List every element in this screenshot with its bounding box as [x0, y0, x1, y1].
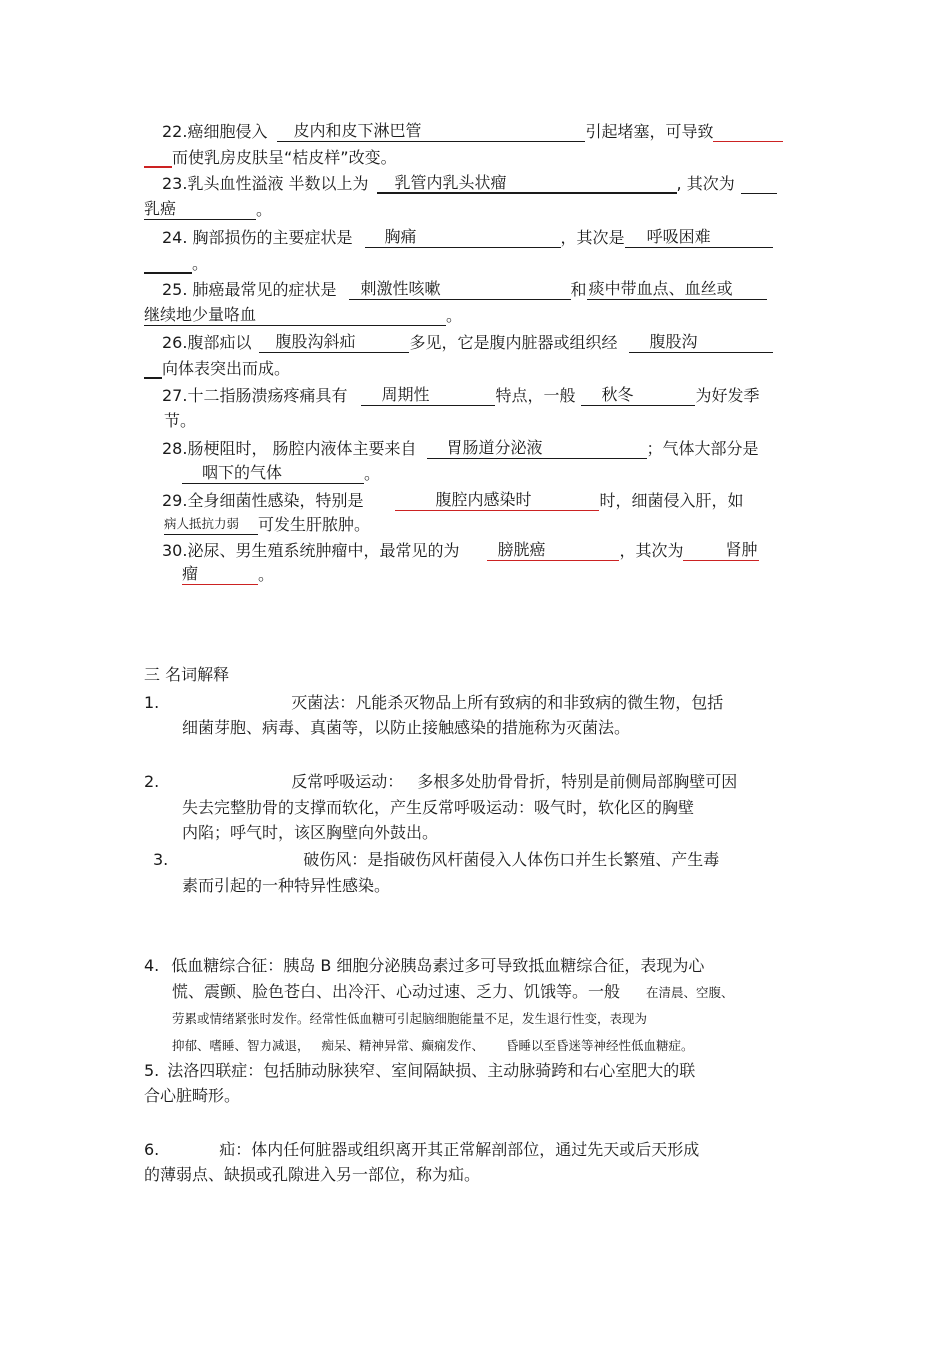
question-25-answer-2-cont [144, 305, 446, 326]
term-6-line2: 的薄弱点、缺损或孔隙进入另一部位，称为疝。 [144, 1165, 481, 1184]
question-27-line2 [164, 410, 196, 432]
question-26-answer-2 [629, 332, 773, 353]
question-26-prefix: 26.腹部疝以 [162, 333, 252, 352]
term-3-line2: 素而引起的一种特异性感染。 [182, 876, 391, 895]
term-2-title: 反常呼吸运动： [291, 772, 404, 791]
question-22-answer-1-text: 皮内和皮下淋巴管 [293, 121, 422, 140]
question-27-line1 [162, 385, 759, 407]
question-24-answer-2-blank-cont [144, 253, 192, 274]
question-30-answer-2-cont [182, 564, 258, 585]
question-27-answer-1 [361, 385, 495, 406]
question-27-answer-2 [581, 385, 695, 406]
question-26-answer-1 [259, 332, 409, 353]
question-25-prefix: 25. 肺癌最常见的症状是 [162, 280, 337, 299]
question-26-line1 [162, 332, 773, 354]
question-23-answer-1-text: 乳管内乳头状瘤 [394, 173, 507, 192]
question-23-answer-2 [144, 199, 256, 220]
question-24-answer-2 [625, 227, 773, 248]
question-26-mid: 多见，它是腹内脏器或组织经 [409, 333, 618, 352]
question-29-answer-2-text: 病人抵抗力弱 [164, 516, 240, 531]
question-28-line2 [182, 463, 380, 485]
term-3-line1 [153, 849, 719, 871]
term-4-line2-text: 慌、震颤、脸色苍白、出冷汗、心动过速、乏力、饥饿等。一般 [172, 982, 621, 1001]
term-2-text: 多根多处肋骨骨折，特别是前侧局部胸壁可因 [417, 772, 738, 791]
question-25-mid: 和 [570, 280, 587, 299]
question-27-answer-2-text: 秋冬 [601, 385, 634, 404]
term-1-line1 [144, 692, 723, 714]
term-1-line2: 细菌芽胞、病毒、真菌等，以防止接触感染的措施称为灭菌法。 [182, 718, 631, 737]
term-5-line1 [144, 1060, 695, 1082]
term-2-line3: 内陷；呼气时，该区胸壁向外鼓出。 [182, 823, 439, 842]
term-6-number: 6. [144, 1140, 160, 1159]
question-23-answer-2-blank [741, 173, 777, 194]
term-5-number: 5. [144, 1061, 160, 1080]
question-28-answer-2 [182, 463, 364, 484]
question-29-answer-2 [164, 514, 258, 535]
term-5-text: 法洛四联症：包括肺动脉狭窄、室间隔缺损、主动脉骑跨和右心室肥大的联 [167, 1061, 696, 1080]
question-25-answer-1-text: 刺激性咳嗽 [360, 279, 441, 298]
question-23-line1 [162, 173, 777, 195]
term-6-title: 疝： [219, 1140, 252, 1159]
question-22-answer-2-blank [713, 121, 783, 142]
question-30-answer-1-text: 膀胱癌 [497, 540, 546, 559]
term-4-line4-b: 痴呆、精神异常、癫痫发作、 [321, 1038, 485, 1053]
question-22-line1 [162, 121, 783, 143]
question-22-answer-1 [277, 121, 585, 142]
question-24-suffix: 。 [192, 254, 209, 273]
term-1-title: 灭菌法： [291, 693, 356, 712]
term-5-line2: 合心脏畸形。 [144, 1086, 241, 1105]
question-29-answer-1 [395, 490, 599, 511]
term-4-line2-small: 在清晨、空腹、 [646, 985, 734, 1000]
question-28-prefix: 28.肠梗阻时， 肠腔内液体主要来自 [162, 439, 417, 458]
question-25-line1 [162, 279, 767, 301]
term-4-line4-a: 抑郁、嗜睡、智力减退， [172, 1038, 310, 1053]
term-4-line3: 劳累或情绪紧张时发作。经常性低血糖可引起脑细胞能量不足，发生退行性变，表现为 [172, 1011, 648, 1026]
term-1-number: 1. [144, 693, 160, 712]
term-3-title: 破伤风： [303, 850, 368, 869]
term-4-line4-c: 昏睡以至昏迷等神经性低血糖症。 [506, 1038, 694, 1053]
question-24-line1 [162, 227, 773, 249]
question-22-suffix: 而使乳房皮肤呈“桔皮样”改变。 [172, 148, 397, 167]
question-29-mid: 时，细菌侵入肝，如 [599, 491, 744, 510]
question-25-line2 [144, 305, 462, 327]
question-22-prefix: 22.癌细胞侵入 [162, 122, 268, 141]
question-26-answer-2-text: 腹股沟 [649, 332, 698, 351]
question-28-suffix: 。 [364, 464, 381, 483]
question-28-mid: ；气体大部分是 [646, 439, 759, 458]
question-24-answer-2-text: 呼吸困难 [646, 227, 711, 246]
question-27-prefix: 27.十二指肠溃疡疼痛具有 [162, 386, 348, 405]
question-30-mid: ，其次为 [619, 541, 684, 560]
question-23-mid: , 其次为 [676, 174, 735, 193]
term-4-number: 4. [144, 956, 160, 975]
term-6-text: 体内任何脏器或组织离开其正常解剖部位，通过先天或后天形成 [251, 1140, 700, 1159]
question-23-answer-2-text: 乳癌 [144, 199, 177, 218]
question-26-answer-2-blank-cont [144, 358, 162, 379]
question-25-answer-2 [587, 279, 767, 300]
term-3-text: 是指破伤风杆菌侵入人体伤口并生长繁殖、产生毒 [367, 850, 720, 869]
question-24-prefix: 24. 胸部损伤的主要症状是 [162, 228, 353, 247]
question-30-answer-2-cont-text: 瘤 [182, 564, 199, 583]
question-29-answer-1-text: 腹腔内感染时 [435, 490, 532, 509]
question-22-answer-2-blank-cont [144, 147, 172, 168]
term-4-line4 [172, 1035, 694, 1057]
question-25-answer-2-text: 痰中带血点、血丝或 [588, 279, 733, 298]
question-28-line1 [162, 438, 759, 460]
question-25-answer-1 [349, 279, 571, 300]
question-30-answer-2-text: 肾肿 [725, 540, 758, 559]
question-26-answer-1-text: 腹股沟斜疝 [275, 332, 356, 351]
question-28-answer-1-text: 胃肠道分泌液 [446, 438, 543, 457]
question-30-answer-1 [487, 540, 619, 561]
term-2-line1 [144, 771, 737, 793]
question-25-answer-2-cont-text: 继续地少量咯血 [144, 305, 257, 324]
question-24-answer-1-text: 胸痛 [384, 227, 417, 246]
question-25-suffix: 。 [446, 306, 463, 325]
question-24-mid: ，其次是 [560, 228, 625, 247]
question-29-prefix: 29.全身细菌性感染，特别是 [162, 491, 364, 510]
question-23-suffix: 。 [256, 200, 273, 219]
term-6-line1 [144, 1139, 699, 1161]
question-29-line1 [162, 490, 743, 512]
section-heading: 三 名词解释 [144, 665, 230, 684]
term-4-line1 [144, 955, 704, 977]
question-28-answer-2-text: 咽下的气体 [202, 463, 283, 482]
question-27-mid: 特点，一般 [495, 386, 576, 405]
term-3-number: 3. [153, 850, 169, 869]
term-2-line2: 失去完整肋骨的支撑而软化，产生反常呼吸运动：吸气时，软化区的胸壁 [182, 798, 695, 817]
question-29-suffix: 可发生肝脓肿。 [258, 515, 371, 534]
question-27-suffix-cont: 节。 [164, 411, 197, 430]
question-22-mid: 引起堵塞，可导致 [585, 122, 714, 141]
question-23-answer-1 [377, 173, 677, 194]
question-23-prefix: 23.乳头血性溢液 半数以上为 [162, 174, 369, 193]
question-24-answer-1 [365, 227, 561, 248]
term-2-number: 2. [144, 772, 160, 791]
term-4-text: 低血糖综合征：胰岛 B 细胞分泌胰岛素过多可导致抵血糖综合征，表现为心 [171, 956, 705, 975]
question-23-line2 [144, 199, 272, 221]
question-30-line1 [162, 540, 759, 562]
question-30-answer-2 [683, 540, 759, 561]
question-26-suffix: 向体表突出而成。 [162, 359, 291, 378]
term-4-line2 [172, 981, 734, 1003]
question-27-suffix: 为好发季 [695, 386, 760, 405]
question-29-line2 [164, 514, 370, 536]
question-30-line2 [182, 564, 274, 586]
question-26-line2 [144, 358, 290, 380]
question-30-suffix: 。 [258, 565, 275, 584]
term-1-text: 凡能杀灭物品上所有致病的和非致病的微生物，包括 [355, 693, 724, 712]
question-30-prefix: 30.泌尿、男生殖系统肿瘤中，最常见的为 [162, 541, 460, 560]
question-24-line2 [144, 253, 208, 275]
question-22-line2 [144, 147, 397, 169]
question-28-answer-1 [427, 438, 647, 459]
question-27-answer-1-text: 周期性 [381, 385, 430, 404]
